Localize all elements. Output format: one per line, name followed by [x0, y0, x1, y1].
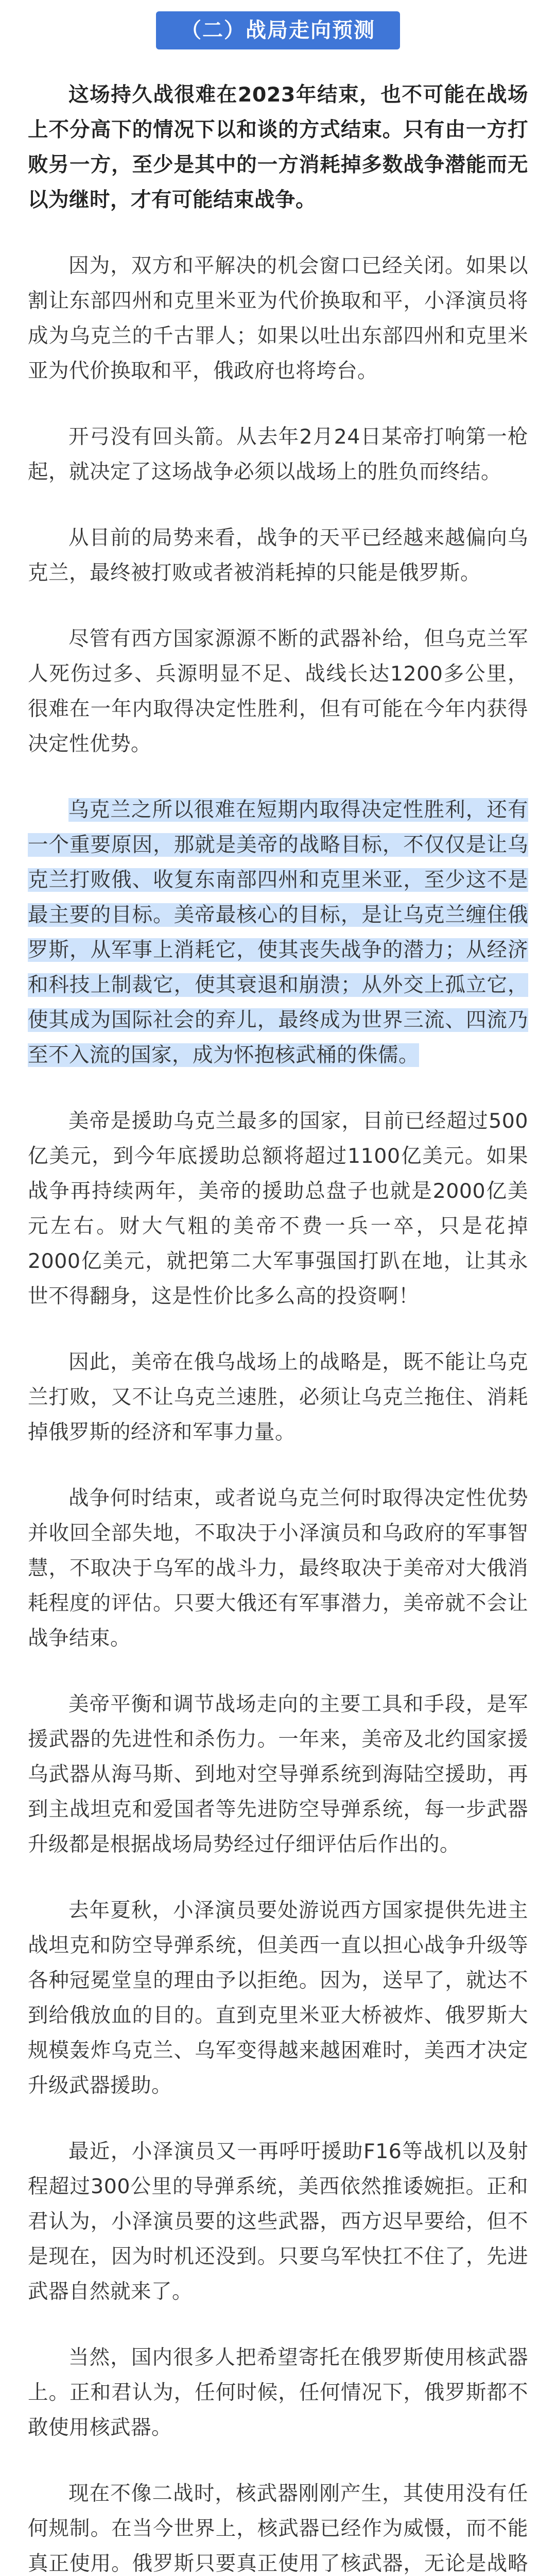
- article-paragraph: [28, 1345, 528, 1450]
- article-body: [28, 77, 528, 2576]
- paragraph-text: 战争何时结束，或者说乌克兰何时取得决定性优势并收回全部失地，不取决于小泽演员和乌政府的军事智慧，不取决于乌军的战斗力，最终取决于美帝对大俄消耗程度的评估。只要大俄还有军事潜力，美帝就不会让战争结束。: [28, 1486, 528, 1650]
- paragraph-text: 美帝是援助乌克兰最多的国家，目前已经超过500亿美元，到今年底援助总额将超过1100亿美元。如果战争再持续两年，美帝的援助总盘子也就是2000亿美元左右。财大气粗的美帝不费一兵一卒，只是花掉2000亿美元，就把第二大军事强国打趴在地，让其永世不得翻身，这是性价比多么高的投资啊！: [28, 1109, 528, 1308]
- article-paragraph: [28, 792, 528, 1073]
- paragraph-text: 现在不像二战时，核武器刚刚产生，其使用没有任何规制。在当今世界上，核武器已经作为威慑，而不能真正使用。俄罗斯只要真正使用了核武器，无论是战略: [28, 2482, 528, 2575]
- article-paragraph: [28, 248, 528, 388]
- article-paragraph: [28, 77, 528, 217]
- highlighted-text: 乌克兰之所以很难在短期内取得决定性胜利，还有一个重要原因，那就是美帝的战略目标，不仅仅是让乌克兰打败俄、收复东南部四州和克里米亚，至少这不是最主要的目标。美帝最核心的目标，是让乌克兰缠住俄罗斯，从军事上消耗它，使其丧失战争的潜力；从经济和科技上制裁它，使其衰退和崩溃；从外交上孤立它，使其成为国际社会的弃儿，最终成为世界三流、四流乃至不入流的国家，成为怀抱核武桶的侏儒。: [28, 798, 528, 1067]
- paragraph-text: 开弓没有回头箭。从去年2月24日某帝打响第一枪起，就决定了这场战争必须以战场上的胜负而终结。: [28, 425, 528, 484]
- article-paragraph: [28, 1481, 528, 1656]
- paragraph-text: 去年夏秋，小泽演员要处游说西方国家提供先进主战坦克和防空导弹系统，但美西一直以担心战争升级等各种冠冕堂皇的理由予以拒绝。因为，送早了，就达不到给俄放血的目的。直到克里米亚大桥被炸、俄罗斯大规模轰炸乌克兰、乌军变得越来越困难时，美西才决定升级武器援助。: [28, 1899, 528, 2097]
- section-title: （二）战局走向预测: [156, 11, 400, 49]
- article-paragraph: [28, 2340, 528, 2445]
- bold-text: 这场持久战很难在2023年结束，也不可能在战场上不分高下的情况下以和谈的方式结束。只有由一方打败另一方，至少是其中的一方消耗掉多数战争潜能而无以为继时，才有可能结束战争。: [28, 83, 528, 212]
- paragraph-text: 美帝平衡和调节战场走向的主要工具和手段，是军援武器的先进性和杀伤力。一年来，美帝及北约国家援乌武器从海马斯、到地对空导弹系统到海陆空援助，再到主战坦克和爱国者等先进防空导弹系统，每一步武器升级都是根据战场局势经过仔细评估后作出的。: [28, 1692, 528, 1856]
- article-paragraph: [28, 621, 528, 761]
- paragraph-text: 因为，双方和平解决的机会窗口已经关闭。如果以割让东部四州和克里米亚为代价换取和平，小泽演员将成为乌克兰的千古罪人；如果以吐出东部四州和克里米亚为代价换取和平，俄政府也将垮台。: [28, 254, 528, 383]
- paragraph-text: 最近，小泽演员又一再呼吁援助F16等战机以及射程超过300公里的导弹系统，美西依然推诿婉拒。正和君认为，小泽演员要的这些武器，西方迟早要给，但不是现在，因为时机还没到。只要乌军快扛不住了，先进武器自然就来了。: [28, 2140, 528, 2303]
- article-paragraph: [28, 419, 528, 489]
- article-paragraph: [28, 2476, 528, 2576]
- section-header: [28, 11, 528, 49]
- article-paragraph: [28, 1104, 528, 1314]
- paragraph-text: 当然，国内很多人把希望寄托在俄罗斯使用核武器上。正和君认为，任何时候，任何情况下，俄罗斯都不敢使用核武器。: [28, 2346, 528, 2439]
- article-paragraph: [28, 2134, 528, 2309]
- article-paragraph: [28, 1687, 528, 1862]
- article-paragraph: [28, 1893, 528, 2103]
- article-paragraph: [28, 520, 528, 590]
- paragraph-text: 因此，美帝在俄乌战场上的战略是，既不能让乌克兰打败，又不让乌克兰速胜，必须让乌克兰拖住、消耗掉俄罗斯的经济和军事力量。: [28, 1350, 528, 1444]
- paragraph-text: 尽管有西方国家源源不断的武器补给，但乌克兰军人死伤过多、兵源明显不足、战线长达1200多公里，很难在一年内取得决定性胜利，但有可能在今年内获得决定性优势。: [28, 627, 528, 756]
- paragraph-text: 从目前的局势来看，战争的天平已经越来越偏向乌克兰，最终被打败或者被消耗掉的只能是俄罗斯。: [28, 526, 528, 585]
